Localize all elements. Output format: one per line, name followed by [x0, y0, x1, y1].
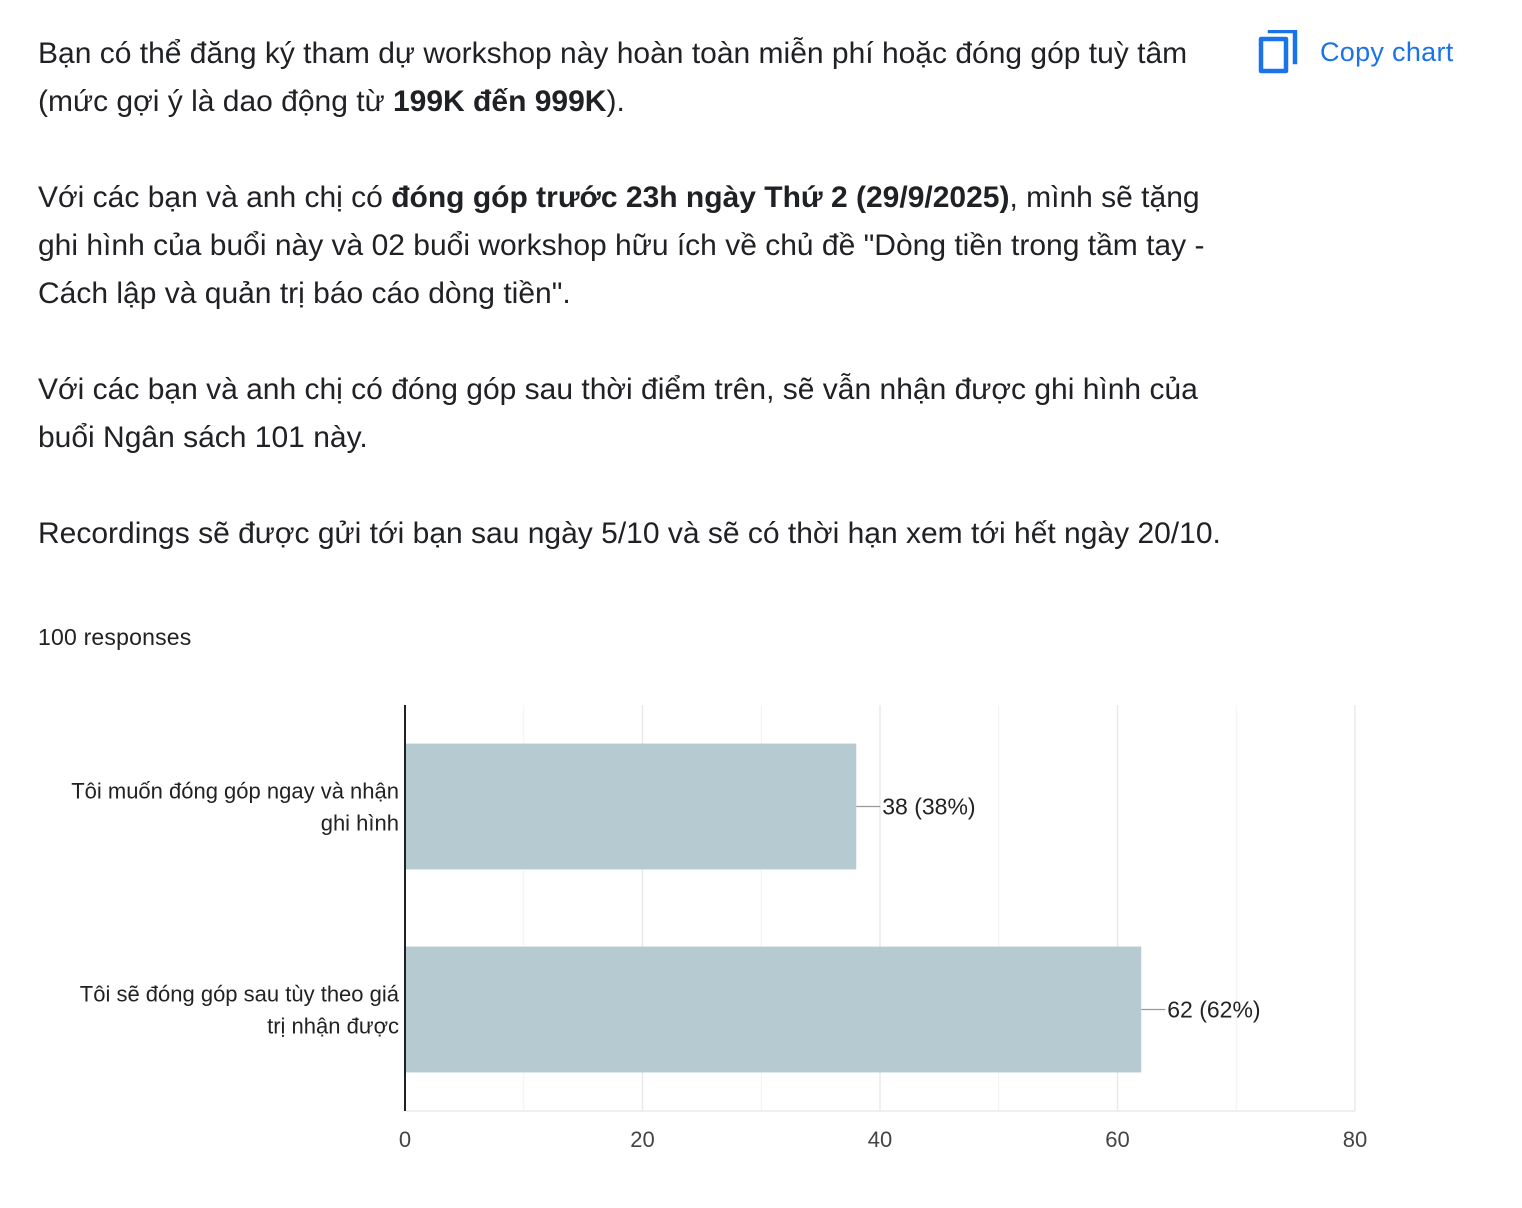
- copy-chart-label: Copy chart: [1320, 36, 1454, 67]
- deadline: đóng góp trước 23h ngày Thứ 2 (29/9/2025): [391, 181, 1010, 214]
- question-paragraph-3: Với các bạn và anh chị có đóng góp sau thời điểm trên, sẽ vẫn nhận được ghi hình của buổi Ngân sách 101 này.: [38, 373, 1198, 454]
- suggested-amount: 199K đến 999K: [393, 85, 607, 118]
- data-label: 62 (62%): [1167, 996, 1261, 1023]
- data-label: 38 (38%): [882, 793, 976, 820]
- category-label: Tôi muốn đóng góp ngay và nhận: [71, 778, 399, 804]
- x-tick-label: 20: [630, 1127, 655, 1152]
- bar: [405, 947, 1141, 1073]
- question-description: [38, 30, 1228, 558]
- question-paragraph-4: Recordings sẽ được gửi tới bạn sau ngày 5/10 và sẽ có thời hạn xem tới hết ngày 20/10.: [38, 517, 1221, 550]
- x-tick-label: 0: [398, 1127, 412, 1152]
- bar-chart: [0, 680, 1522, 1180]
- category-label: ghi hình: [320, 810, 399, 836]
- x-tick-label: 60: [1105, 1127, 1130, 1152]
- question-paragraph-1: Bạn có thể đăng ký tham dự workshop này hoàn toàn miễn phí hoặc đóng góp tuỳ tâm (mức gợi ý là dao động từ 199K đến 999K).: [38, 37, 1188, 118]
- question-paragraph-2: Với các bạn và anh chị có đóng góp trước 23h ngày Thứ 2 (29/9/2025), mình sẽ tặng ghi hình của buổi này và 02 buổi workshop hữu ích về chủ đề "Dòng tiền trong tầm tay - Cách lập và quản trị báo cáo dòng tiền".: [38, 181, 1205, 310]
- response-count: 100 responses: [38, 624, 192, 650]
- copy-chart-button[interactable]: [1258, 28, 1454, 76]
- bar: [405, 744, 856, 870]
- x-tick-label: 80: [1342, 1127, 1368, 1152]
- x-tick-label: 40: [867, 1127, 893, 1152]
- category-label: Tôi sẽ đóng góp sau tùy theo giá: [79, 981, 399, 1007]
- category-label: trị nhận được: [267, 1013, 399, 1039]
- copy-icon: [1258, 30, 1298, 74]
